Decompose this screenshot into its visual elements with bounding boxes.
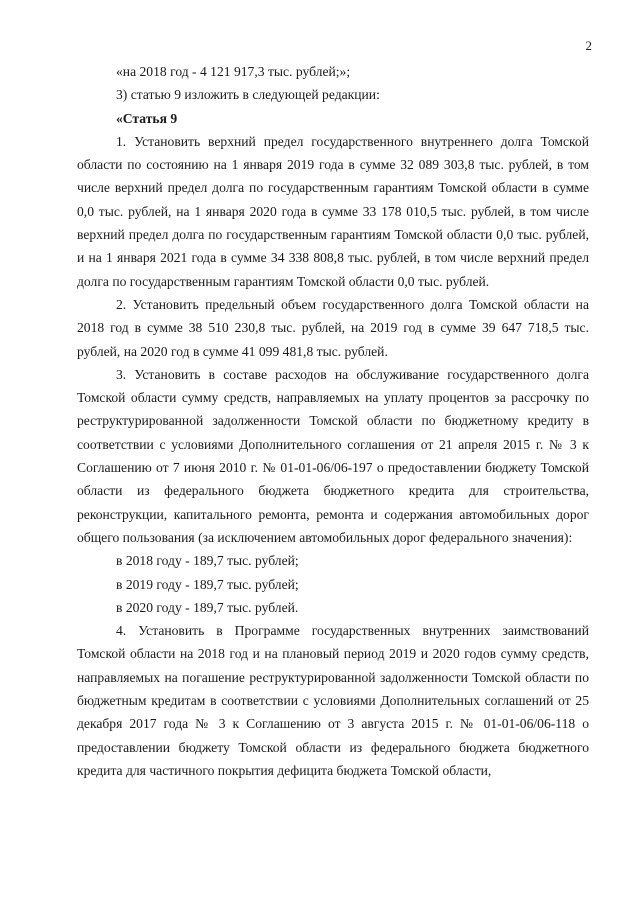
year-2019-amount: в 2019 году - 189,7 тыс. рублей; bbox=[116, 576, 299, 592]
clause-2-paragraph: 2. Установить предельный объем государственного долга Томской области на 2018 год в сумме 38 510 230,8 тыс. рублей, на 2019 год в сумме 39 647 718,5 тыс. рублей, на 2020 год в сумме 41 099 481,8 тыс. рублей. bbox=[77, 296, 589, 359]
amendment-instruction: 3) статью 9 изложить в следующей редакции: bbox=[116, 87, 380, 103]
clause-1-paragraph: 1. Установить верхний предел государственного внутреннего долга Томской области по состоянию на 1 января 2019 года в сумме 32 089 303,8 тыс. рублей, в том числе верхний предел долга по государственным гарантиям Томской области в сумме 0,0 тыс. рублей, на 1 января 2020 года в сумме 33 178 010,5 тыс. рублей, в том числе верхний предел долга по государственным гарантиям Томской области 0,0 тыс. рублей, и на 1 января 2021 года в сумме 34 338 808,8 тыс. рублей, в том числе верхний предел долга по государственным гарантиям Томской области 0,0 тыс. рублей. bbox=[77, 133, 589, 289]
page-number: 2 bbox=[585, 38, 592, 53]
year-2018-amount: в 2018 году - 189,7 тыс. рублей; bbox=[116, 553, 299, 569]
document-body bbox=[77, 60, 589, 782]
quoted-amount-line: «на 2018 год - 4 121 917,3 тыс. рублей;»; bbox=[116, 64, 351, 79]
article-heading: «Статья 9 bbox=[116, 110, 178, 126]
year-2020-amount: в 2020 году - 189,7 тыс. рублей. bbox=[116, 599, 299, 615]
clause-3-paragraph: 3. Установить в составе расходов на обслуживание государственного долга Томской области сумму средств, направляемых на уплату процентов за рассрочку по реструктурированной задолженности Томской области по бюджетному кредиту в соответствии с условиями Дополнительного соглашения от 21 апреля 2015 г. № 3 к Соглашению от 7 июня 2010 г. № 01-01-06/06-197 о предоставлении бюджету Томской области из федерального бюджета бюджетного кредита для строительства, реконструкции, капитального ремонта, ремонта и содержания автомобильных дорог общего пользования (за исключением автомобильных дорог федерального значения): bbox=[77, 366, 589, 545]
clause-4-paragraph: 4. Установить в Программе государственных внутренних заимствований Томской области на 2018 год и на плановый период 2019 и 2020 годов сумму средств, направляемых на погашение реструктурированной задолженности Томской области по бюджетным кредитам в соответствии с условиями Дополнительных соглашений от 25 декабря 2017 года № 3 к Соглашению от 3 августа 2015 г. № 01-01-06/06-118 о предоставлении бюджету Томской области из федерального бюджета бюджетного кредита для частичного покрытия дефицита бюджета Томской области, bbox=[77, 623, 589, 778]
